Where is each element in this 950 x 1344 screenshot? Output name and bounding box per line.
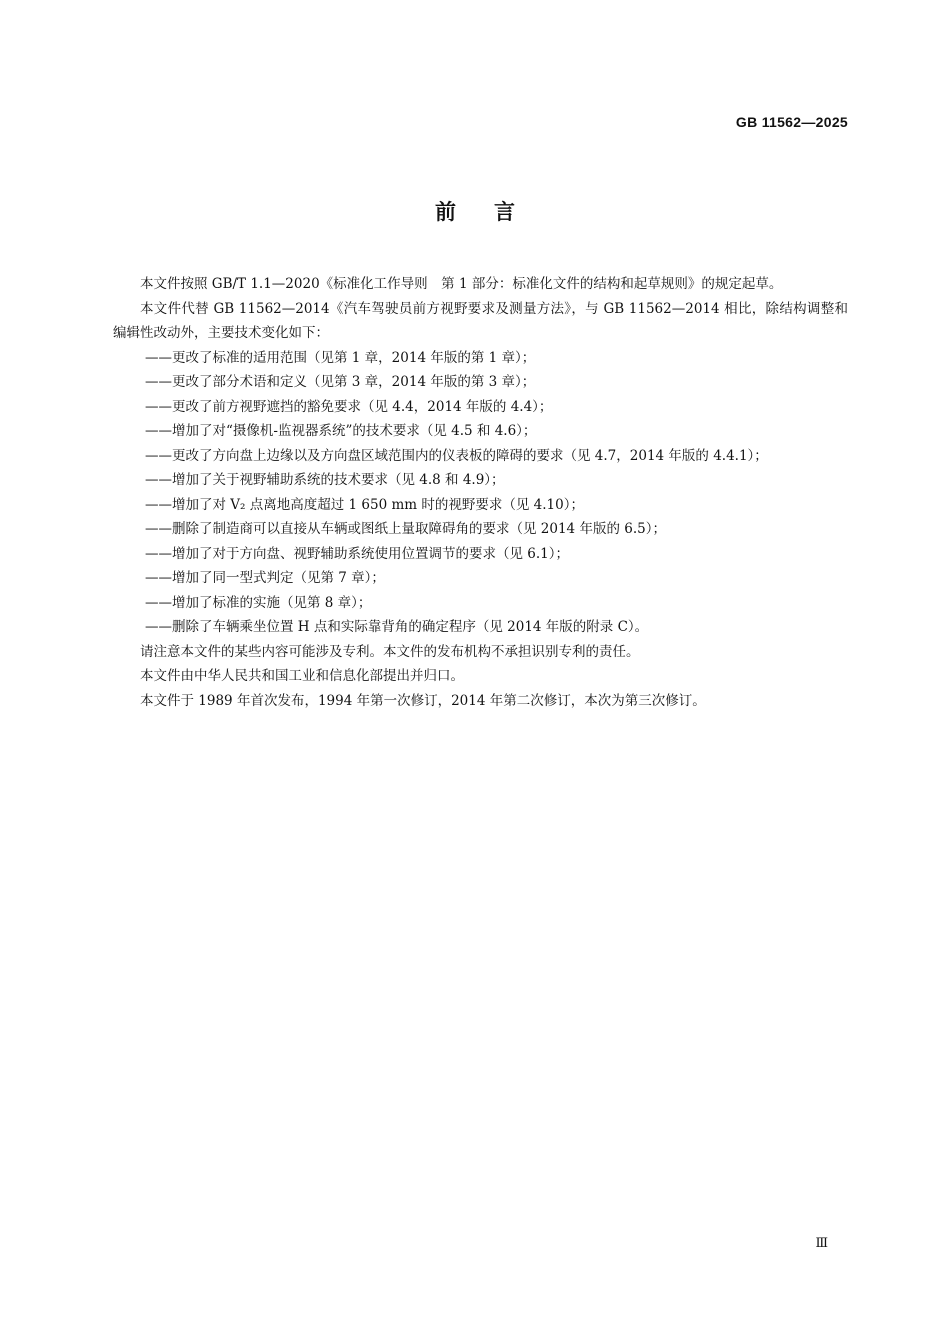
standard-code: GB 11562—2025 [735,114,848,130]
page-title: 前言 [435,200,553,224]
document-body [113,272,848,713]
list-item: ——增加了对“摄像机-监视器系统”的技术要求（见 4.5 和 4.6）； [145,423,537,439]
list-item: ——更改了前方视野遮挡的豁免要求（见 4.4，2014 年版的 4.4）； [145,398,553,415]
paragraph-proposer: 本文件由中华人民共和国工业和信息化部提出并归口。 [140,668,464,684]
paragraph-patent-notice: 请注意本文件的某些内容可能涉及专利。本文件的发布机构不承担识别专利的责任。 [140,643,640,660]
list-item: ——更改了部分术语和定义（见第 3 章，2014 年版的第 3 章）； [145,374,536,390]
list-item: ——增加了对于方向盘、视野辅助系统使用位置调节的要求（见 6.1）； [145,545,570,562]
page-number: Ⅲ [815,1236,828,1251]
paragraph-history: 本文件于 1989 年首次发布，1994 年第一次修订，2014 年第二次修订，本次为第三次修订。 [140,692,706,709]
paragraph-drafting-rules: 本文件按照 GB/T 1.1—2020《标准化工作导则 第 1 部分：标准化文件的结构和起草规则》的规定起草。 [140,276,783,292]
list-item: ——增加了同一型式判定（见第 7 章）； [145,570,385,586]
list-item: ——增加了关于视野辅助系统的技术要求（见 4.8 和 4.9）； [145,472,505,488]
list-item: ——删除了制造商可以直接从车辆或图纸上量取障碍角的要求（见 2014 年版的 6.5）； [145,521,666,537]
list-item: ——增加了对 V₂ 点离地高度超过 1 650 mm 时的视野要求（见 4.10）； [145,496,584,513]
list-item: ——删除了车辆乘坐位置 H 点和实际靠背角的确定程序（见 2014 年版的附录 C）。 [145,619,649,635]
paragraph-replacement: 本文件代替 GB 11562—2014《汽车驾驶员前方视野要求及测量方法》，与 GB 11562—2014 相比，除结构调整和编辑性改动外，主要技术变化如下： [113,300,848,341]
list-item: ——增加了标准的实施（见第 8 章）； [145,594,372,611]
list-item: ——更改了方向盘上边缘以及方向盘区域范围内的仪表板的障碍的要求（见 4.7，2014 年版的 4.4.1）； [145,447,768,464]
list-item: ——更改了标准的适用范围（见第 1 章，2014 年版的第 1 章）； [145,349,536,366]
changes-list [113,346,848,640]
